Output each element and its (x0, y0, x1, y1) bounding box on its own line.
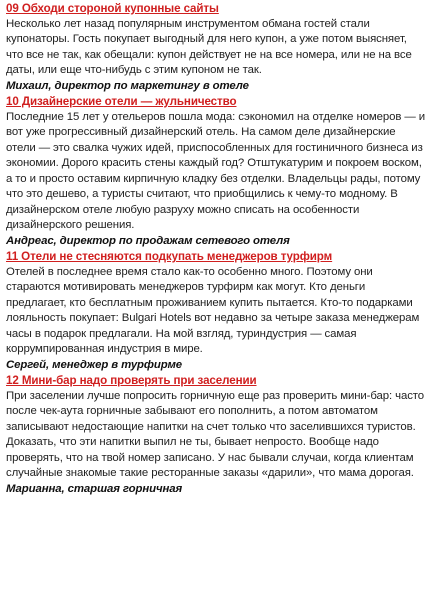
section-heading: 12 Мини-бар надо проверять при заселении (6, 374, 257, 387)
section-author: Михаил, директор по маркетингу в отеле (6, 79, 249, 92)
section-12 (6, 373, 426, 497)
section-author: Андреас, директор по продажам сетевого отеля (6, 234, 290, 247)
section-body: Отелей в последнее время стало как-то особенно много. Поэтому они стараются мотивировать менеджеров турфирм как могут. Кто деньги предлагает, кто бесплатным проживанием купить пытается. Кто-то подарками лояльность покупает: Bulgari Hotels вот недавно за четыре заказа менеджерам часы в подарок предлагали. На мой взгляд, туриндустрия — самая коррумпированная индустрия в мире. (6, 265, 420, 355)
section-body: Несколько лет назад популярным инструментом обмана гостей стали купонаторы. Гость покупает выгодный для него купон, а уже потом выясняет, что все не так, как обещали: купон действует не на все номера, или не на все даты, или еще что-нибудь с этим купоном не так. (6, 17, 412, 76)
section-heading: 10 Дизайнерские отели — жульничество (6, 95, 237, 108)
section-10 (6, 94, 426, 249)
section-author: Марианна, старшая горничная (6, 482, 183, 495)
section-body: Последние 15 лет у отельеров пошла мода: сэкономил на отделке номеров — и вот уже прогрессивный дизайнерский отель. На самом деле дизайнерские отели — это свалка чужих идей, приспособленных для гостиничного бизнеса из экономии. Дорого красить стены каждый год? Отштукатурим и покроем воском, а то и просто оставим кирпичную кладку без отделки. Владельцы рады, потому что это дешево, а туристы считают, что приобщились к чему-то модному. В дизайнерском отеле любую разруху можно списать на особенности дизайнерского решения. (6, 110, 425, 231)
section-11 (6, 249, 426, 373)
section-body: При заселении лучше попросить горничную еще раз проверить мини-бар: часто после чек-аута горничные забывают его пополнить, а потом автоматом записывают недостающие напитки на счет только что заселившихся туристов. Доказать, что эти напитки выпил не ты, бывает непросто. Вообще надо проверять, что на твой номер записано. У нас бывали случаи, когда клиентам случайные знакомые такие ресторанные заказы «дарили», что мама дорогая. (6, 389, 425, 479)
section-09 (6, 1, 426, 94)
section-heading: 09 Обходи стороной купонные сайты (6, 2, 219, 15)
section-author: Сергей, менеджер в турфирме (6, 358, 183, 371)
section-heading: 11 Отели не стесняются подкупать менеджеров турфирм (6, 250, 333, 263)
